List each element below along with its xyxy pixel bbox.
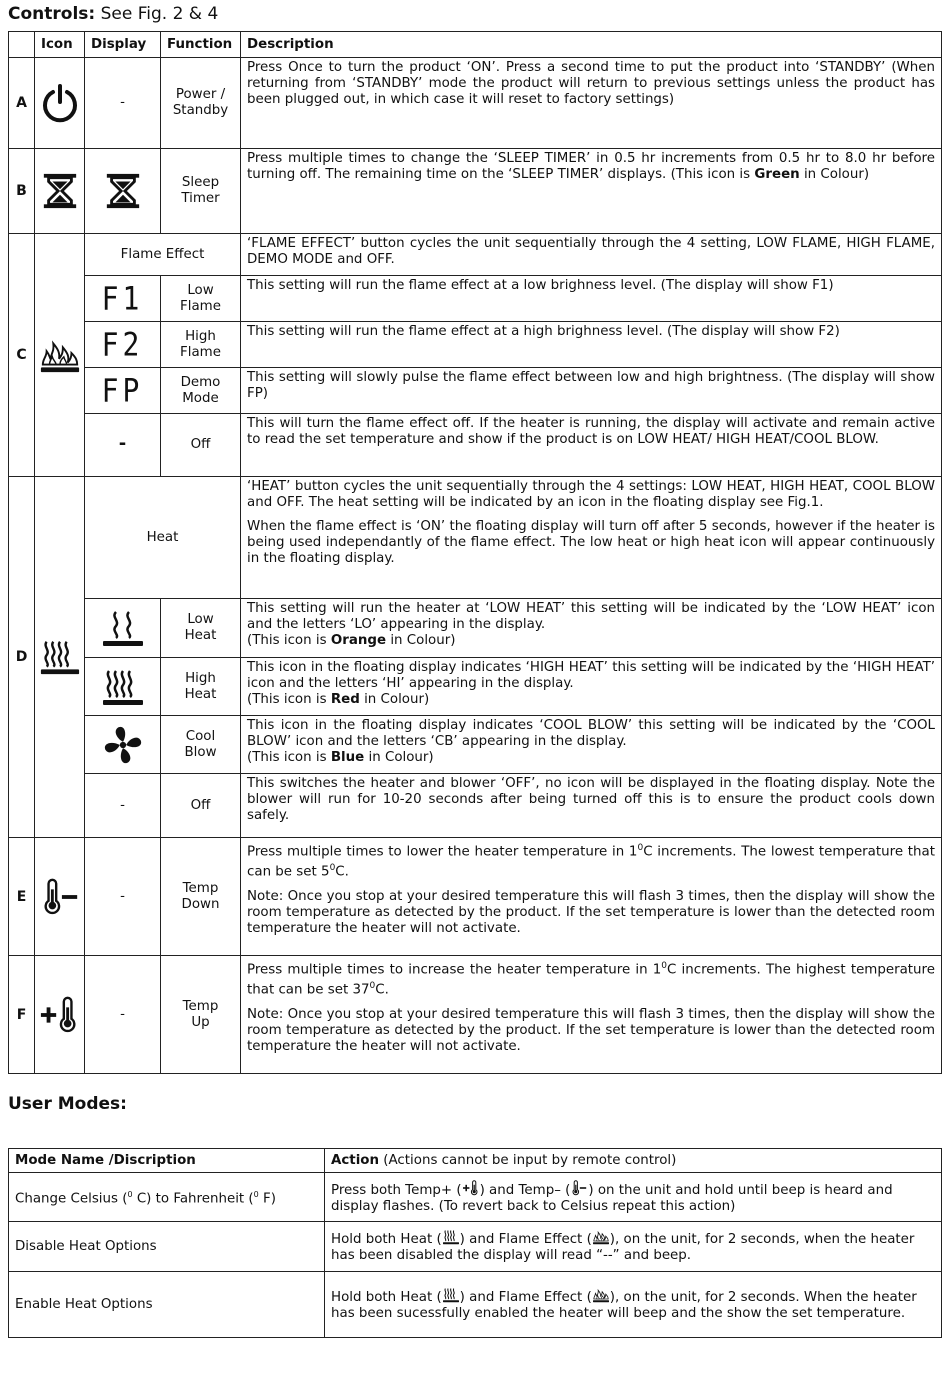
function-heat: Heat	[85, 477, 241, 599]
heat-icon	[442, 1229, 460, 1245]
function-flame-effect: Flame Effect	[85, 234, 241, 276]
function-low-flame: Low Flame	[161, 276, 241, 322]
function-heat-off: Off	[161, 774, 241, 838]
mode-name-enable-heat: Enable Heat Options	[9, 1272, 325, 1338]
row-letter: B	[9, 149, 35, 234]
description-heat: ‘HEAT’ button cycles the unit sequentially through the 4 settings: LOW HEAT, HIGH HEAT, COOL BLOW and OFF. The heat setting will be indicated by an icon in the floating display see Fig.1. When the flame effect is ‘ON’ the floating display will turn off after 5 seconds, however if the heater is being used independantly of the flame effect. The low heat or high heat icon will appear continuously in the floating display.	[241, 477, 942, 599]
header-description: Description	[241, 32, 942, 58]
row-heat	[9, 477, 942, 599]
row-low-heat	[9, 599, 942, 658]
heat-icon	[35, 477, 85, 838]
mode-action-enable-heat: Hold both Heat ( ) and Flame Effect ( ), on the unit, for 2 seconds. When the heater has been sucessfully enabled the heater will beep and the show the set temperature.	[325, 1272, 942, 1338]
header-function: Function	[161, 32, 241, 58]
display-value: -	[85, 58, 161, 149]
mode-row-disable-heat	[9, 1222, 942, 1272]
row-sleep-timer	[9, 149, 942, 234]
mode-row-enable-heat	[9, 1272, 942, 1338]
row-demo-mode	[9, 368, 942, 414]
description-flame-effect: ‘FLAME EFFECT’ button cycles the unit sequentially through the 4 setting, LOW FLAME, HIGH FLAME, DEMO MODE and OFF.	[241, 234, 942, 276]
power-icon	[35, 58, 85, 149]
mode-action-celsius: Press both Temp+ ( ) and Temp– ( ) on the unit and hold until beep is heard and display flashes. (To revert back to Celsius repeat this action)	[325, 1173, 942, 1222]
function-sleep-timer: Sleep Timer	[161, 149, 241, 234]
function-cool-blow: Cool Blow	[161, 716, 241, 774]
function-low-heat: Low Heat	[161, 599, 241, 658]
row-cool-blow	[9, 716, 942, 774]
function-power-standby: Power / Standby	[161, 58, 241, 149]
mode-name-celsius: Change Celsius ($^0$ C) to Fahrenheit ($^0$ F)	[9, 1173, 325, 1222]
controls-header-row	[9, 32, 942, 58]
low-heat-icon	[85, 599, 161, 658]
row-temp-up	[9, 956, 942, 1074]
row-heat-off	[9, 774, 942, 838]
row-letter: D	[9, 477, 35, 838]
description-low-flame: This setting will run the flame effect at a low brighness level. (The display will show F1)	[241, 276, 942, 322]
row-letter: A	[9, 58, 35, 149]
description-heat-off: This switches the heater and blower ‘OFF’, no icon will be displayed in the floating display. Note the blower will run for 10-20 seconds after being turned off this is to ensure the product cools down safely.	[241, 774, 942, 838]
high-heat-icon	[85, 658, 161, 716]
display-fp: FP	[85, 368, 161, 414]
flame-icon	[35, 234, 85, 477]
header-mode-name: Mode Name /Discription	[9, 1149, 325, 1173]
heat-icon	[442, 1287, 460, 1303]
temp-up-icon	[462, 1180, 480, 1196]
description-cool-blow: This icon in the floating display indicates ‘COOL BLOW’ this setting will be indicated by the ‘COOL BLOW’ icon and the letters ‘CB’ appearing in the display. (This icon is Blue in Colour)	[241, 716, 942, 774]
header-action: Action (Actions cannot be input by remote control)	[325, 1149, 942, 1173]
header-display: Display	[85, 32, 161, 58]
display-dash: -	[85, 774, 161, 838]
flame-icon	[592, 1229, 610, 1245]
display-dash: -	[85, 414, 161, 477]
description-power: Press Once to turn the product ‘ON’. Press a second time to put the product into ‘STANDBY’ (When returning from ‘STANDBY’ mode the product will return to previous settings unless the product has been plugged out, in which case it will reset to factory settings)	[241, 58, 942, 149]
controls-heading	[8, 4, 218, 24]
description-sleep-timer: Press multiple times to change the ‘SLEEP TIMER’ in 0.5 hr increments from 0.5 hr to 8.0 hr before turning off. The remaining time on the ‘SLEEP TIMER’ displays. (This icon is Green in Colour)	[241, 149, 942, 234]
row-temp-down	[9, 838, 942, 956]
row-flame-effect	[9, 234, 942, 276]
header-icon: Icon	[35, 32, 85, 58]
row-letter: E	[9, 838, 35, 956]
display-value: -	[85, 838, 161, 956]
row-letter: C	[9, 234, 35, 477]
hourglass-icon	[35, 149, 85, 234]
description-temp-up: Press multiple times to increase the heater temperature in $1^0C$ increments. The highest temperature that can be set $37^0C$. Note: Once you stop at your desired temperature this will flash 3 times, then the display will show the room temperature as detected by the product. If the set temperature is lower than the detected room temperature the heater will not activate.	[241, 956, 942, 1074]
row-high-heat	[9, 658, 942, 716]
display-f2: F2	[85, 322, 161, 368]
display-f1: F1	[85, 276, 161, 322]
display-value: -	[85, 956, 161, 1074]
user-modes-table	[8, 1148, 942, 1338]
flame-icon	[592, 1287, 610, 1303]
function-temp-up: Temp Up	[161, 956, 241, 1074]
display-hourglass-icon	[85, 149, 161, 234]
controls-heading-ref: See Fig. 2 & 4	[100, 4, 219, 24]
function-temp-down: Temp Down	[161, 838, 241, 956]
description-demo-mode: This setting will slowly pulse the flame effect between low and high brightness. (The display will show FP)	[241, 368, 942, 414]
controls-heading-label: Controls:	[8, 4, 96, 24]
fan-icon	[85, 716, 161, 774]
modes-header-row	[9, 1149, 942, 1173]
row-power	[9, 58, 942, 149]
user-modes-heading: User Modes:	[8, 1094, 127, 1114]
mode-action-disable-heat: Hold both Heat ( ) and Flame Effect ( ), on the unit, for 2 seconds, when the heater has been disabled the display will read “--” and beep.	[325, 1222, 942, 1272]
row-flame-off	[9, 414, 942, 477]
mode-name-disable-heat: Disable Heat Options	[9, 1222, 325, 1272]
function-high-flame: High Flame	[161, 322, 241, 368]
temp-down-icon	[35, 838, 85, 956]
function-demo-mode: Demo Mode	[161, 368, 241, 414]
mode-row-celsius-fahrenheit	[9, 1173, 942, 1222]
description-high-flame: This setting will run the flame effect at a high brighness level. (The display will show F2)	[241, 322, 942, 368]
row-high-flame	[9, 322, 942, 368]
row-letter: F	[9, 956, 35, 1074]
description-temp-down: Press multiple times to lower the heater temperature in $1^0C$ increments. The lowest temperature that can be set $5^0C$. Note: Once you stop at your desired temperature this will flash 3 times, then the display will show the room temperature as detected by the product. If the set temperature is lower than the detected room temperature the heater will not activate.	[241, 838, 942, 956]
function-high-heat: High Heat	[161, 658, 241, 716]
description-low-heat: This setting will run the heater at ‘LOW HEAT’ this setting will be indicated by the ‘LOW HEAT’ icon and the letters ‘LO’ appearing in the display. (This icon is Orange in Colour)	[241, 599, 942, 658]
controls-table	[8, 31, 942, 1074]
row-low-flame	[9, 276, 942, 322]
function-flame-off: Off	[161, 414, 241, 477]
description-flame-off: This will turn the flame effect off. If the heater is running, the display will activate and remain active to read the set temperature and show if the product is on LOW HEAT/ HIGH HEAT/COOL BLOW.	[241, 414, 942, 477]
description-high-heat: This icon in the floating display indicates ‘HIGH HEAT’ this setting will be indicated by the ‘HIGH HEAT’ icon and the letters ‘HI’ appearing in the display. (This icon is Red in Colour)	[241, 658, 942, 716]
temp-up-icon	[35, 956, 85, 1074]
temp-down-icon	[570, 1180, 588, 1196]
